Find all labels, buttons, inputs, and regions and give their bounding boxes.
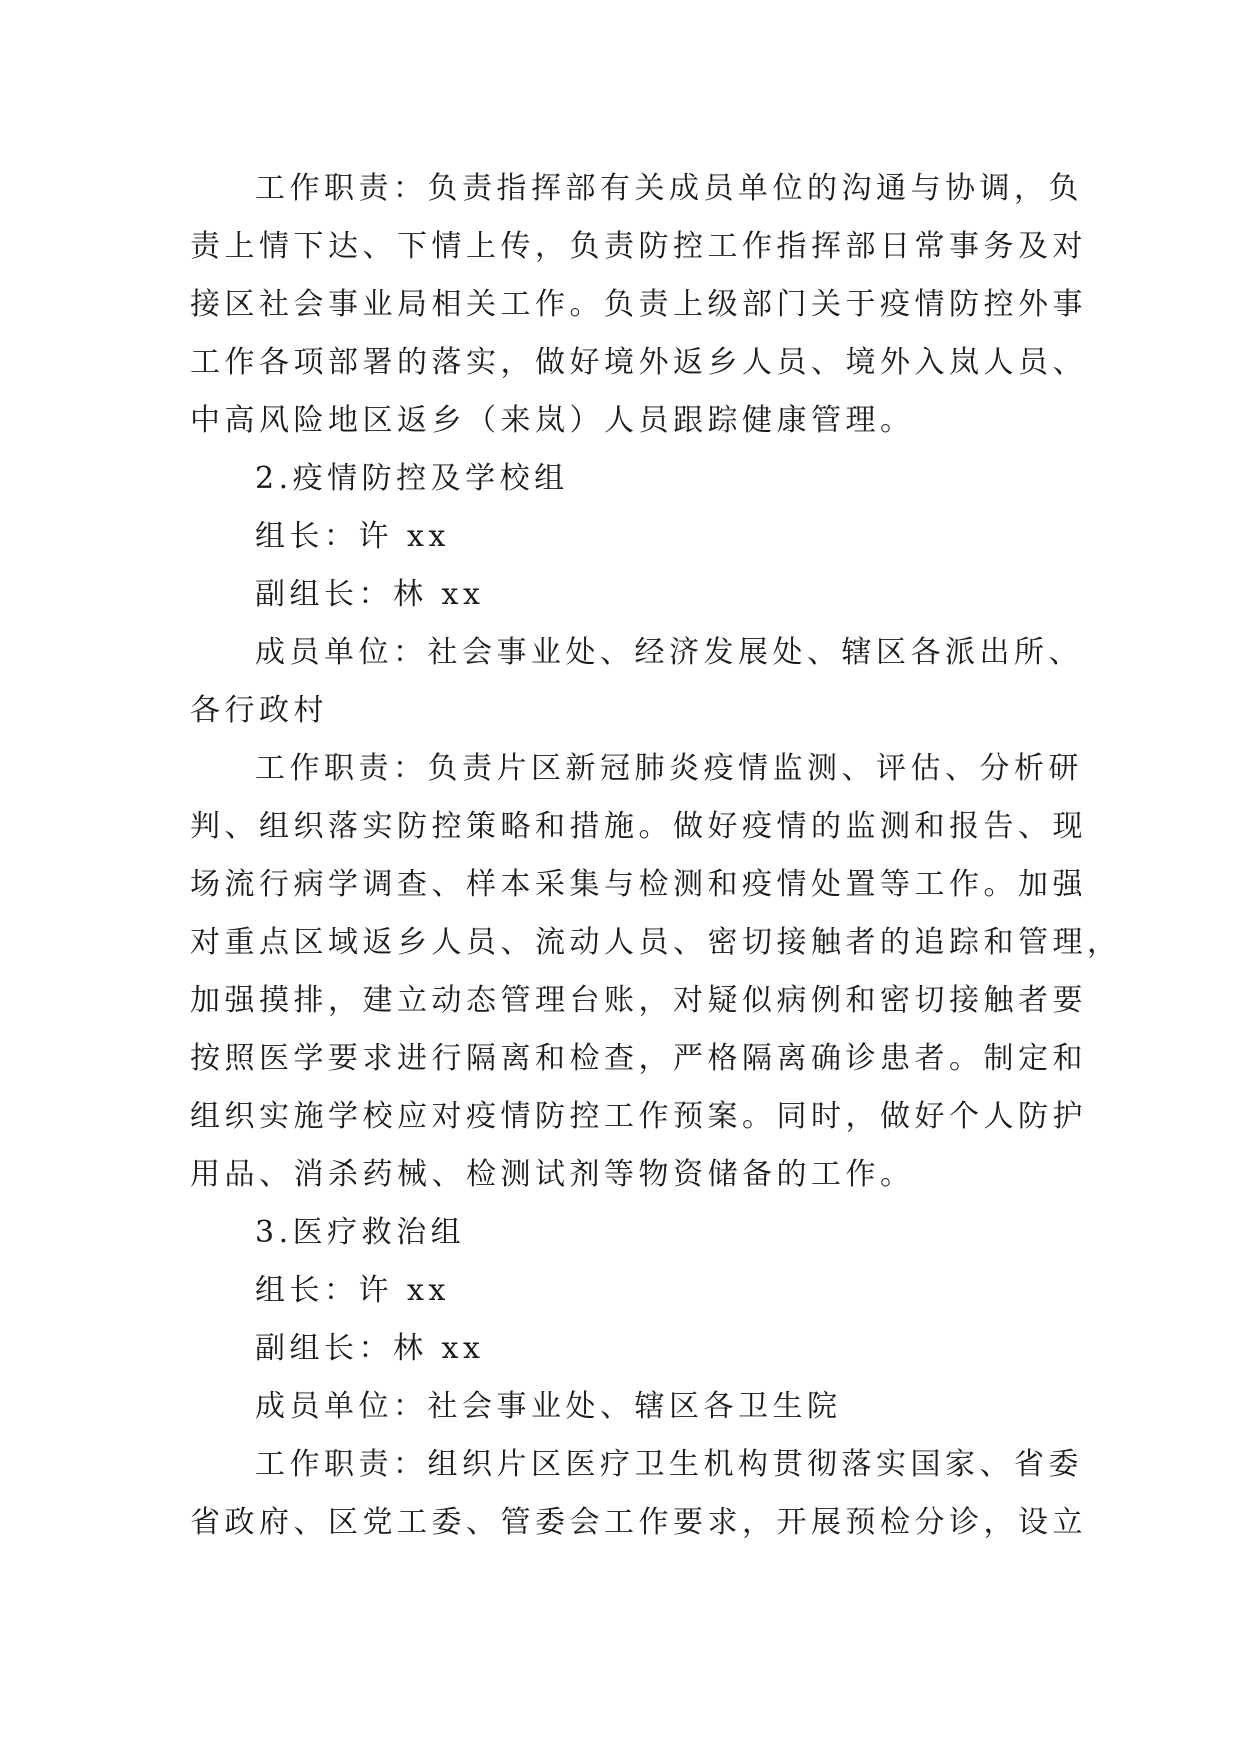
text-line: 各行政村 [190,693,328,728]
text-line: 对重点区域返乡人员、流动人员、密切接触者的追踪和管理， [190,925,1122,960]
text-line: 工作各项部署的落实，做好境外返乡人员、境外入岚人员、 [190,345,1087,380]
text-line: 按照医学要求进行隔离和检查，严格隔离确诊患者。制定和 [190,1041,1087,1076]
text-line: 工作职责：负责片区新冠肺炎疫情监测、评估、分析研 [255,751,1083,786]
group-leader: 组长：许 xx [255,519,450,554]
member-units: 成员单位：社会事业处、经济发展处、辖区各派出所、 [255,635,1083,670]
section-heading: 3.医疗救治组 [255,1215,466,1250]
section-heading: 2.疫情防控及学校组 [255,461,569,496]
deputy-group-leader: 副组长：林 xx [255,577,485,612]
group-leader: 组长：许 xx [255,1273,450,1308]
text-line: 责上情下达、下情上传，负责防控工作指挥部日常事务及对 [190,229,1087,264]
document-body [190,160,1122,1552]
deputy-group-leader: 副组长：林 xx [255,1331,485,1366]
member-units: 成员单位：社会事业处、辖区各卫生院 [255,1389,842,1424]
text-line: 工作职责：负责指挥部有关成员单位的沟通与协调，负 [255,171,1083,206]
text-line: 用品、消杀药械、检测试剂等物资储备的工作。 [190,1157,915,1192]
text-line: 省政府、区党工委、管委会工作要求，开展预检分诊，设立 [190,1505,1087,1540]
text-line: 判、组织落实防控策略和措施。做好疫情的监测和报告、现 [190,809,1087,844]
text-line: 中高风险地区返乡（来岚）人员跟踪健康管理。 [190,403,915,438]
text-line: 场流行病学调查、样本采集与检测和疫情处置等工作。加强 [190,867,1087,902]
text-line: 组织实施学校应对疫情防控工作预案。同时，做好个人防护 [190,1099,1087,1134]
text-line: 接区社会事业局相关工作。负责上级部门关于疫情防控外事 [190,287,1087,322]
text-line: 加强摸排，建立动态管理台账，对疑似病例和密切接触者要 [190,983,1087,1018]
text-line: 工作职责：组织片区医疗卫生机构贯彻落实国家、省委 [255,1447,1083,1482]
